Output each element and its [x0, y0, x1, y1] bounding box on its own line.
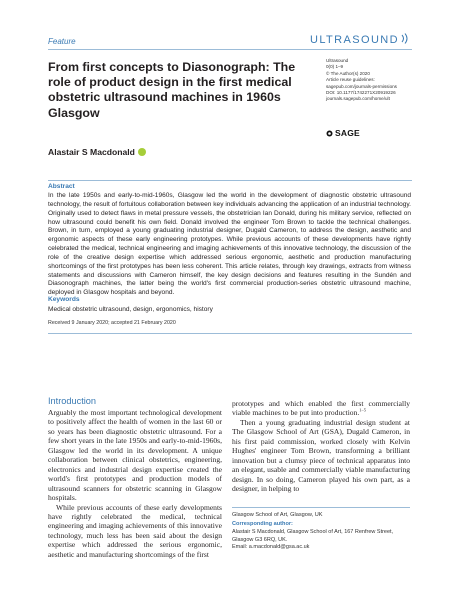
article-title: From first concepts to Diasonograph: The role of product design in the first medical obstetric ultrasound machines in 1960s Glasgow [48, 60, 296, 120]
author-name[interactable]: Alastair S Macdonald [48, 147, 135, 157]
journal-name: ULTRASOUND [310, 34, 399, 46]
meta-line: © The Author(s) 2020 [326, 70, 370, 76]
email-link[interactable]: Email: a.macdonald@gsa.ac.uk [232, 544, 310, 551]
introduction-heading: Introduction [48, 396, 97, 406]
sage-mark-icon [326, 124, 333, 142]
abstract-text: In the late 1950s and early-to-mid-1960s, Glasgow led the world in the development of diagnostic obstetric ultrasound technology, the result of fortuitous collaboration between key individuals advancing the application of an industrial technology. Originally used to detect flaws in metal pressure vessels, the obstetrician Ian Donald, during his military service, reflected on how ultrasound could benefit his own field. Donald involved the engineer Tom Brown to tackle the technical challenges. Brown, in turn, employed a young graduating industrial designer, Dugald Cameron, to address the design, aesthetic and ergonomic aspects of these early engineering prototypes. While previous accounts of these developments have rightly celebrated the medical, technical engineering and imaging achievements of this innovative technology, the discussion of the role of the creative design expertise which addressed serious ergonomic, aesthetic and production manufacturing shortcomings of the first prototypes has been less coherent. This article relates, through key drawings, extracts from witness statements and discussions with Cameron himself, the key design decisions and features resulting in the Sundén and Diasonograph machines, the latter being the world's first commercial production-series obstetric ultrasound machine, deployed in Glasgow hospitals and beyond. [48, 192, 411, 297]
received-date: Received 9 January 2020; accepted 21 February 2020 [48, 320, 176, 326]
paragraph: While previous accounts of these early developments have rightly celebrated the medical, technical engineering and imaging achievements of this innovative technology, much less has been said about the design expertise which addressed the serious ergonomic, aesthetic and manufacturing shortcomings of the first [48, 502, 222, 559]
sound-wave-icon [401, 33, 410, 47]
paragraph: Then a young graduating industrial design student at The Glasgow School of Art (GSA), Dugald Cameron, in his first paid commission, worked closely with Kelvin Hughes' engineer Tom Brown, transforming a brilliant innovation but a clumsy piece of technical apparatus into an elegant, usable and commercially viable manufacturing design. In so doing, Cameron played his own part, as a designer, in helping to [232, 417, 410, 494]
corresponding-author-heading: Corresponding author: [232, 521, 293, 527]
meta-line: Article reuse guidelines: [326, 77, 375, 83]
right-column [232, 399, 410, 494]
footnote-rule [232, 507, 410, 508]
divider [48, 333, 412, 334]
meta-line: 0(0) 1–9 [326, 64, 344, 70]
keywords-text: Medical obstetric ultrasound, design, ergonomics, history [48, 306, 213, 313]
corr-line: Alastair S Macdonald, Glasgow School of Art, 167 Renfrew Street, [232, 529, 394, 535]
paragraph-continuation [232, 399, 410, 418]
publisher-name: SAGE [335, 128, 360, 138]
paragraph: Arguably the most important technological development to positively affect the health of women in the last 60 or so years has been diagnostic obstetric ultrasound. For a few short years in the late 1950s and early-to-mid-1960s, Glasgow led the world in its development. A unique collaboration between clinical obstetrics, engineering, electronics and industrial design expertise created the world's first prototypes and production models of ultrasound scanners for obstetric scanning in Glasgow hospitals. [48, 408, 222, 503]
header-rule [48, 49, 412, 50]
meta-link[interactable]: sagepub.com/journals-permissions [326, 83, 397, 89]
corresponding-author-details [232, 529, 412, 552]
corr-line: Glasgow G3 6RQ, UK. [232, 536, 288, 543]
publication-meta [326, 58, 426, 103]
author-line [48, 147, 146, 157]
left-column [48, 408, 222, 559]
meta-link[interactable]: journals.sagepub.com/home/ult [326, 96, 390, 102]
doi-link[interactable]: DOI: 10.1177/1742271X20919226 [326, 90, 396, 96]
keywords-heading: Keywords [48, 296, 80, 303]
affiliation: Glasgow School of Art, Glasgow, UK [232, 512, 323, 518]
divider [48, 180, 412, 181]
sage-logo [326, 124, 360, 142]
orcid-icon[interactable] [138, 148, 146, 156]
citation-ref[interactable]: 1–5 [359, 407, 366, 413]
journal-logo [310, 33, 410, 47]
section-label: Feature [48, 37, 76, 46]
abstract-heading: Abstract [48, 183, 75, 190]
paragraph-text: prototypes and which enabled the first commercially viable machines to be put into production. [232, 399, 410, 418]
meta-line: Ultrasound [326, 58, 349, 63]
